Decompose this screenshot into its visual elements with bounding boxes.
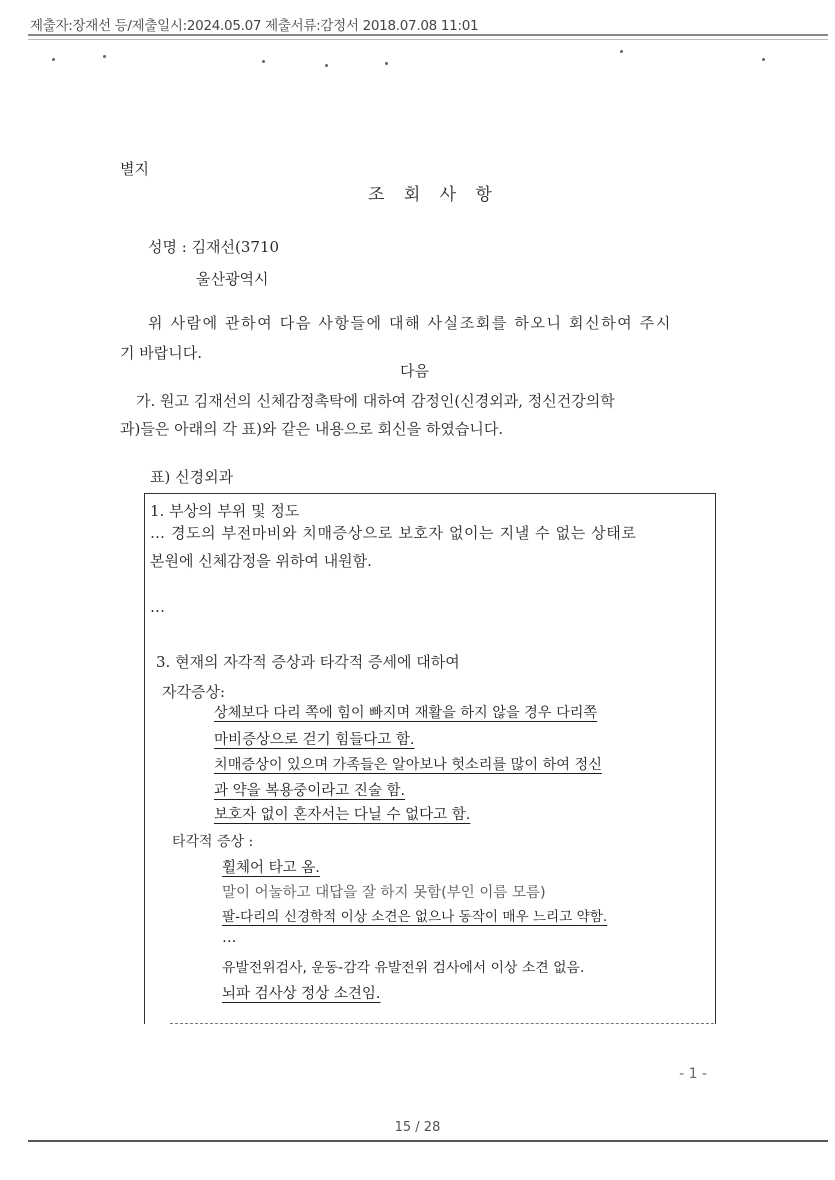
- request-line-2: 기 바랍니다.: [120, 344, 202, 362]
- subjective-line: 상체보다 다리 쪽에 힘이 빠지며 재활을 하지 않을 경우 다리쪽: [214, 705, 598, 721]
- objective-line: 말이 어눌하고 대답을 잘 하지 못함(부인 이름 모름): [222, 885, 546, 901]
- page-counter: 15 / 28: [394, 1120, 441, 1135]
- document-title: 조 회 사 항: [368, 185, 499, 205]
- scan-speck: [385, 62, 388, 65]
- item-ga-line-2: 과)들은 아래의 각 표)와 같은 내용으로 회신을 하였습니다.: [120, 420, 504, 438]
- attachment-label: 별지: [120, 160, 149, 178]
- item-ga-line-1: 가. 원고 김재선의 신체감정촉탁에 대하여 감정인(신경외과, 정신건강의학: [136, 392, 615, 410]
- findings-table-bottom-edge: [170, 1023, 714, 1024]
- scan-speck: [620, 50, 623, 53]
- objective-line: 유발전위검사, 운동-감각 유발전위 검사에서 이상 소견 없음.: [222, 960, 585, 976]
- scan-speck: [103, 55, 106, 58]
- section-3-heading: 3. 현재의 자각적 증상과 타각적 증세에 대하여: [156, 653, 460, 671]
- ellipsis: …: [150, 598, 165, 616]
- objective-label: 타각적 증상 :: [172, 834, 254, 850]
- subjective-line: 마비증상으로 걷기 힘들다고 함.: [214, 732, 415, 748]
- header-divider: [28, 34, 828, 36]
- subjective-line: 보호자 없이 혼자서는 다닐 수 없다고 함.: [214, 807, 471, 823]
- scan-speck: [325, 64, 328, 67]
- section-1-heading: 1. 부상의 부위 및 정도: [150, 502, 300, 520]
- submission-stamp: 제출자:장재선 등/제출일시:2024.05.07 제출서류:감정서 2018.07.08 11:01: [30, 18, 479, 34]
- table-title: 표) 신경외과: [150, 468, 234, 486]
- scan-speck: [762, 58, 765, 61]
- scan-speck: [262, 60, 265, 63]
- objective-line: 팔-다리의 신경학적 이상 소견은 없으나 동작이 매우 느리고 약함.: [222, 909, 608, 925]
- subjective-line: 치매증상이 있으며 가족들은 알아보나 헛소리를 많이 하여 정신: [214, 757, 602, 773]
- section-1-line-1: … 경도의 부전마비와 치매증상으로 보호자 없이는 지낼 수 없는 상태로: [150, 524, 637, 542]
- footer-divider: [28, 1140, 828, 1142]
- page-marker: - 1 -: [679, 1066, 707, 1082]
- objective-line: 휠체어 타고 옴.: [222, 860, 320, 876]
- next-label: 다음: [400, 362, 429, 380]
- scan-speck: [52, 58, 55, 61]
- address-line: 울산광역시: [196, 270, 269, 288]
- subjective-label: 자각증상:: [162, 683, 226, 701]
- section-1-line-2: 본원에 신체감정을 위하여 내원함.: [150, 552, 372, 570]
- objective-line: …: [222, 930, 237, 946]
- request-line-1: 위 사람에 관하여 다음 사항들에 대해 사실조회를 하오니 회신하여 주시: [148, 314, 672, 332]
- header-divider-thin: [28, 39, 828, 40]
- name-line: 성명 : 김재선(3710: [148, 238, 280, 256]
- subjective-line: 과 약을 복용중이라고 진술 함.: [214, 783, 406, 799]
- objective-line: 뇌파 검사상 정상 소견임.: [222, 986, 381, 1002]
